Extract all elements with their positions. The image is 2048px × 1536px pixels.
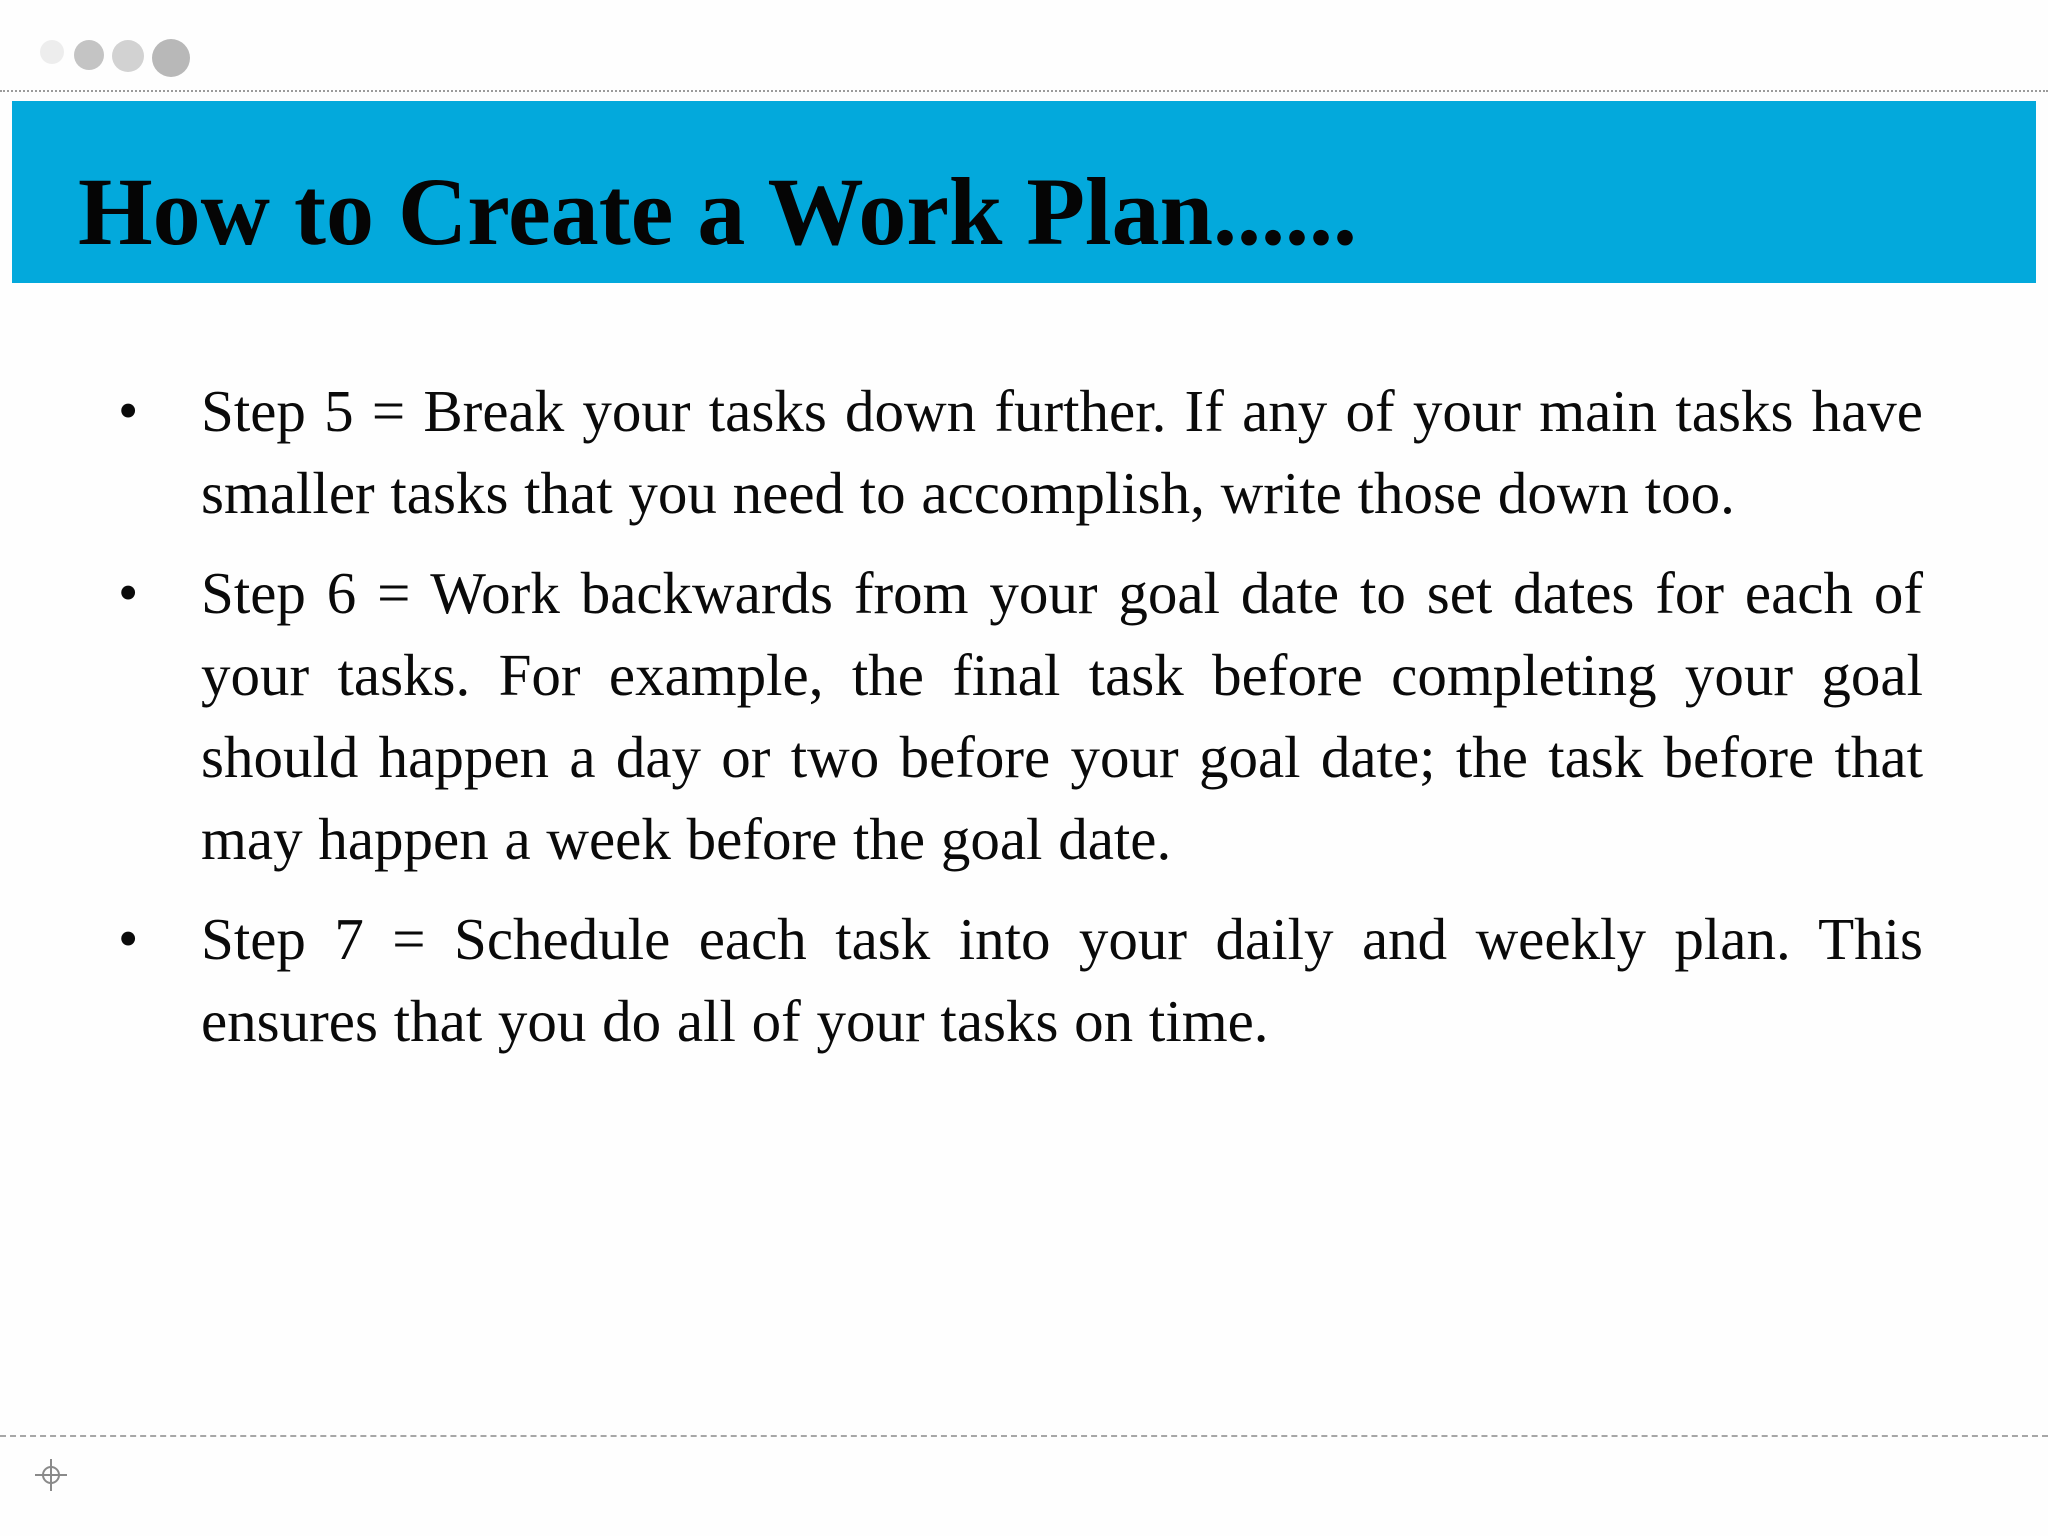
bullet-text: Step 7 = Schedule each task into your daily and weekly plan. This ensures that you do all of your tasks on time. bbox=[201, 906, 1923, 1054]
bottom-divider bbox=[0, 1435, 2048, 1437]
decorative-dot-icon bbox=[40, 40, 64, 64]
crosshair-icon bbox=[34, 1458, 68, 1492]
bullet-step-5 bbox=[118, 370, 1923, 534]
bullet-step-7 bbox=[118, 898, 1923, 1062]
bullet-marker: • bbox=[118, 378, 139, 443]
bullet-marker: • bbox=[118, 906, 139, 971]
decorative-dots bbox=[40, 38, 200, 78]
top-divider bbox=[0, 90, 2048, 92]
bullet-text: Step 6 = Work backwards from your goal date to set dates for each of your tasks. For example, the final task before completing your goal should happen a day or two before your goal date; the task before that may happen a week before the goal date. bbox=[201, 560, 1923, 872]
bullet-marker: • bbox=[118, 560, 139, 625]
decorative-dot-icon bbox=[74, 40, 104, 70]
decorative-dot-icon bbox=[152, 39, 190, 77]
bullet-list bbox=[118, 370, 1923, 1080]
bullet-step-6 bbox=[118, 552, 1923, 880]
bullet-text: Step 5 = Break your tasks down further. If any of your main tasks have smaller tasks that you need to accomplish, write those down too. bbox=[201, 378, 1923, 526]
decorative-dot-icon bbox=[112, 40, 144, 72]
slide-title: How to Create a Work Plan...... bbox=[78, 158, 1358, 265]
